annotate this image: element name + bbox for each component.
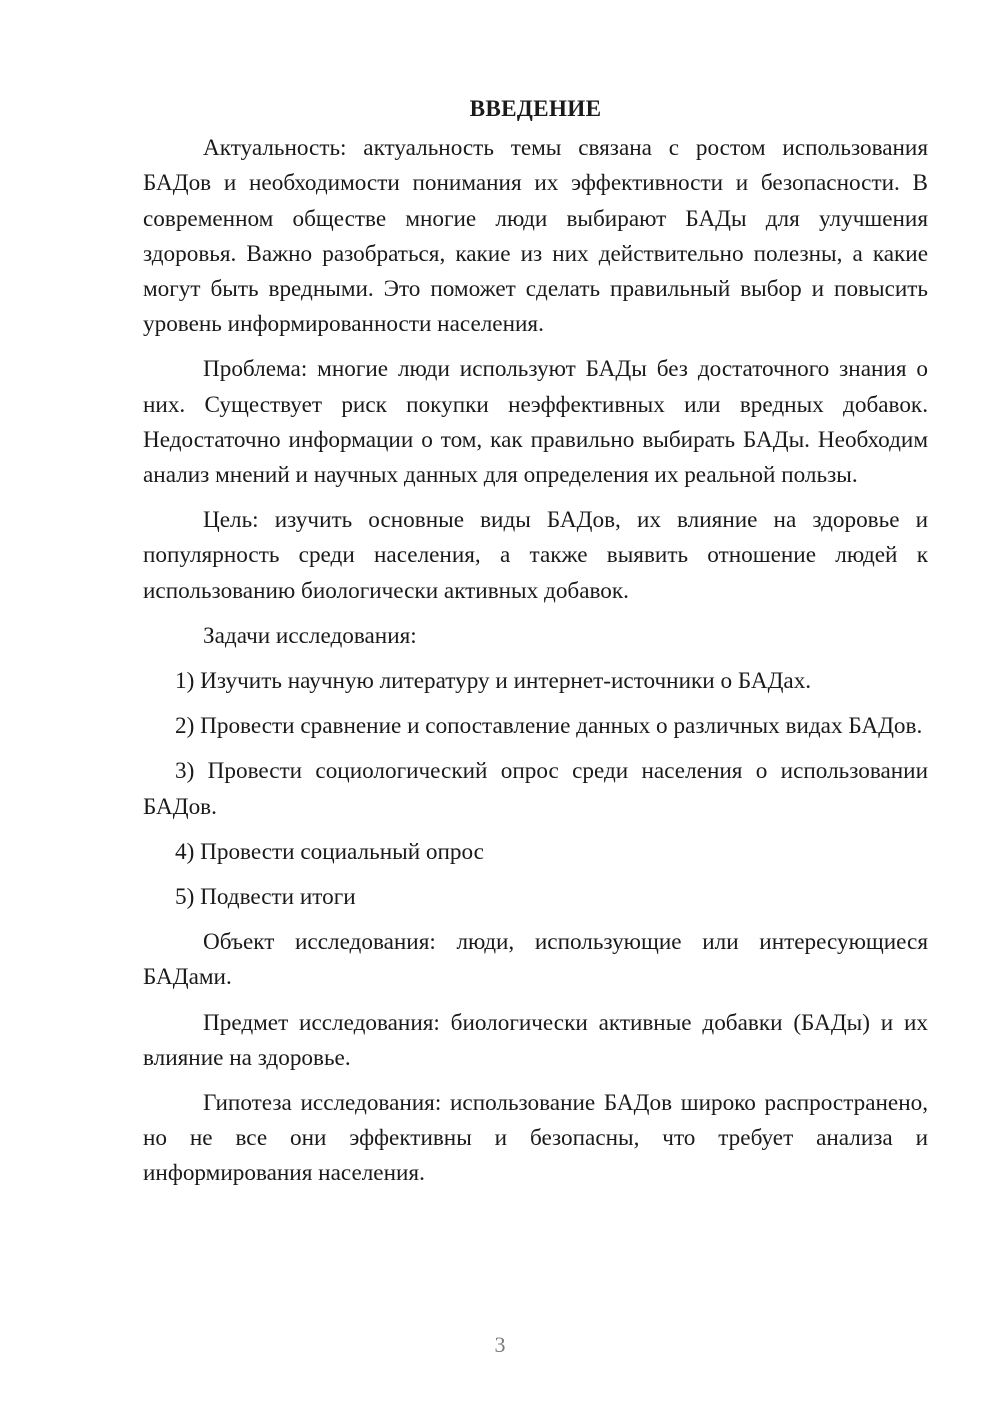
document-page (143, 92, 928, 1202)
page-number: 3 (494, 1332, 506, 1357)
subject-paragraph: Предмет исследования: биологически активные добавки (БАДы) и их влияние на здоровье. (143, 1009, 928, 1071)
goal-paragraph: Цель: изучить основные виды БАДов, их влияние на здоровье и популярность среди населения, а также выявить отношение людей к использованию биологически активных добавок. (143, 507, 928, 604)
task-item: 1) Изучить научную литературу и интернет-источники о БАДах. (175, 668, 812, 695)
task-item: 5) Подвести итоги (175, 884, 356, 911)
object-paragraph: Объект исследования: люди, использующие или интересующиеся БАДами. (143, 929, 928, 991)
tasks-heading: Задачи исследования: (203, 622, 417, 649)
section-title: ВВЕДЕНИЕ (469, 96, 602, 122)
relevance-paragraph: Актуальность: актуальность темы связана с ростом использования БАДов и необходимости понимания их эффективности и безопасности. В современном обществе многие люди выбирают БАДы для улучшения здоровья. Важно разобраться, какие из них действительно полезны, а какие могут быть вредными. Это поможет сделать правильный выбор и повысить уровень информированности населения. (143, 135, 928, 338)
task-item: 3) Провести социологический опрос среди населения о использовании БАДов. (143, 758, 928, 820)
problem-paragraph: Проблема: многие люди используют БАДы без достаточного знания о них. Существует риск покупки неэффективных или вредных добавок. Недостаточно информации о том, как правильно выбирать БАДы. Необходим анализ мнений и научных данных для определения их реальной пользы. (143, 356, 928, 489)
task-item: 4) Провести социальный опрос (175, 838, 484, 865)
task-item: 2) Провести сравнение и сопоставление данных о различных видах БАДов. (175, 713, 923, 740)
hypothesis-paragraph: Гипотеза исследования: использование БАДов широко распространено, но не все они эффективны и безопасны, что требует анализа и информирования населения. (143, 1090, 928, 1187)
